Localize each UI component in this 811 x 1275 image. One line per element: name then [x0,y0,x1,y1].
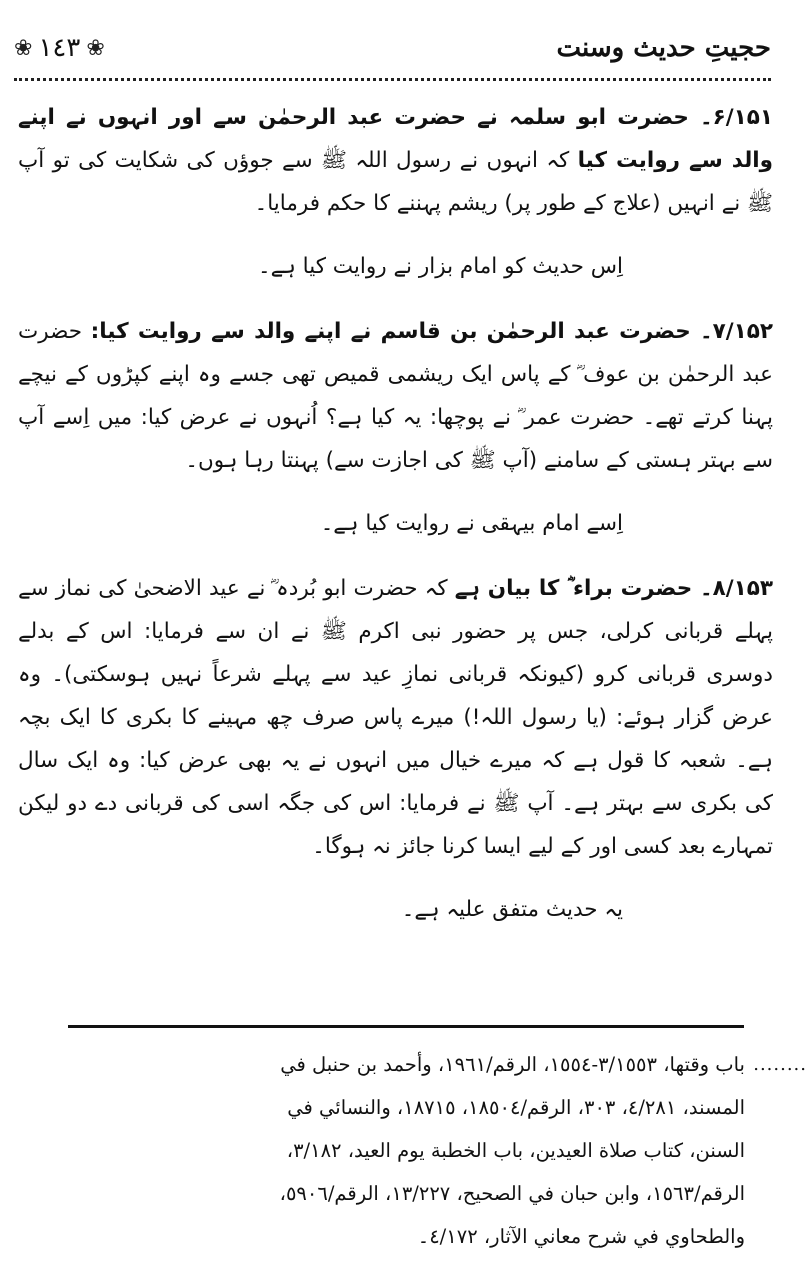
ornament-left-icon: ❀ [14,35,33,61]
hadith-lead: ۷/۱۵۲۔ حضرت عبد الرحمٰن بن قاسم نے اپنے والد سے روایت کیا: [90,319,773,344]
hadith-reference: اِس حدیث کو امام بزار نے روایت کیا ہے۔ [258,254,623,279]
footnote [58,1043,807,1258]
footnote-line: المسند، ٤/٢٨١، ٣٠٣، الرقم/١٨٥٠٤، ١٨٧١٥، والنسائي في [287,1096,745,1119]
hadith-text: کہ حضرت ابو بُردہ ؓ نے عید الاضحیٰ کی نماز سے پہلے قربانی کرلی، جس پر حضور نبی اکرم ﷺ نے ان سے فرمایا: اس کے بدلے دوسری قربانی کرو (کیونکہ قربانی نمازِ عید سے پہلے شرعاً نہیں ہوسکتی)۔ وہ عرض گزار ہوئے: (یا رسول اللہ!) میرے پاس صرف چھ مہینے کا بکری کا ایک بچہ ہے۔ شعبہ کا قول ہے کہ میرے خیال میں انہوں نے یہ بھی عرض کیا: وہ ایک سال کی بکری سے بہتر ہے۔ آپ ﷺ نے فرمایا: اس کی جگہ اسی کی قربانی دے دو لیکن تمہارے بعد کسی اور کے لیے ایسا کرنا جائز نہ ہوگا۔ [18,576,773,859]
hadith-152 [18,310,773,482]
hadith-lead: ۸/۱۵۳۔ حضرت براء ؓ کا بیان ہے [454,576,773,601]
main-text [18,96,773,931]
ornament-right-icon: ❀ [86,35,105,61]
page-header [14,28,771,68]
hadith-153 [18,567,773,868]
footnote-line: والطحاوي في شرح معاني الآثار، ٤/١٧٢۔ [417,1225,745,1248]
footnote-text [58,1043,745,1258]
footnote-rule [68,1025,744,1028]
header-divider [14,78,771,81]
footnote-line: السنن، كتاب صلاة العيدين، باب الخطبة يوم العيد، ٣/١٨٢، [286,1139,745,1162]
page-number-box [14,33,105,63]
footnote-marker: ........ [753,1054,807,1075]
hadith-reference: اِسے امام بیہقی نے روایت کیا ہے۔ [320,511,623,536]
footnote-line: باب وقتها، ٣/١٥٥٣-١٥٥٤، الرقم/١٩٦١، وأحمد بن حنبل في [280,1053,745,1076]
hadith-text: حضرت عبد الرحمٰن بن عوف ؓ کے پاس ایک ریشمی قمیص تھی جسے وہ اپنے کپڑوں کے نیچے پہنا کرتے تھے۔ حضرت عمر ؓ نے پوچھا: یہ کیا ہے؟ اُنہوں نے عرض کیا: میں اِسے آپ سے بہتر ہستی کے سامنے (آپ ﷺ کی اجازت سے) پہنتا رہا ہوں۔ [18,319,773,473]
hadith-reference: یہ حدیث متفق علیہ ہے۔ [401,897,623,922]
hadith-lead: ۶/۱۵۱۔ حضرت ابو سلمہ نے حضرت عبد الرحمٰن سے اور انہوں نے اپنے والد سے روایت کیا [18,105,773,173]
hadith-151 [18,96,773,225]
running-title: حجیتِ حدیث وسنت [556,33,771,63]
page-number: ١٤٣ [38,33,81,63]
hadith-text: کہ انہوں نے رسول اللہ ﷺ سے جوؤں کی شکایت کی تو آپ ﷺ نے انہیں (علاج کے طور پر) ریشم پہننے کا حکم فرمایا۔ [18,148,773,216]
footnote-line: الرقم/١٥٦٣، وابن حبان في الصحيح، ١٣/٢٢٧، الرقم/٥٩٠٦، [279,1182,745,1205]
